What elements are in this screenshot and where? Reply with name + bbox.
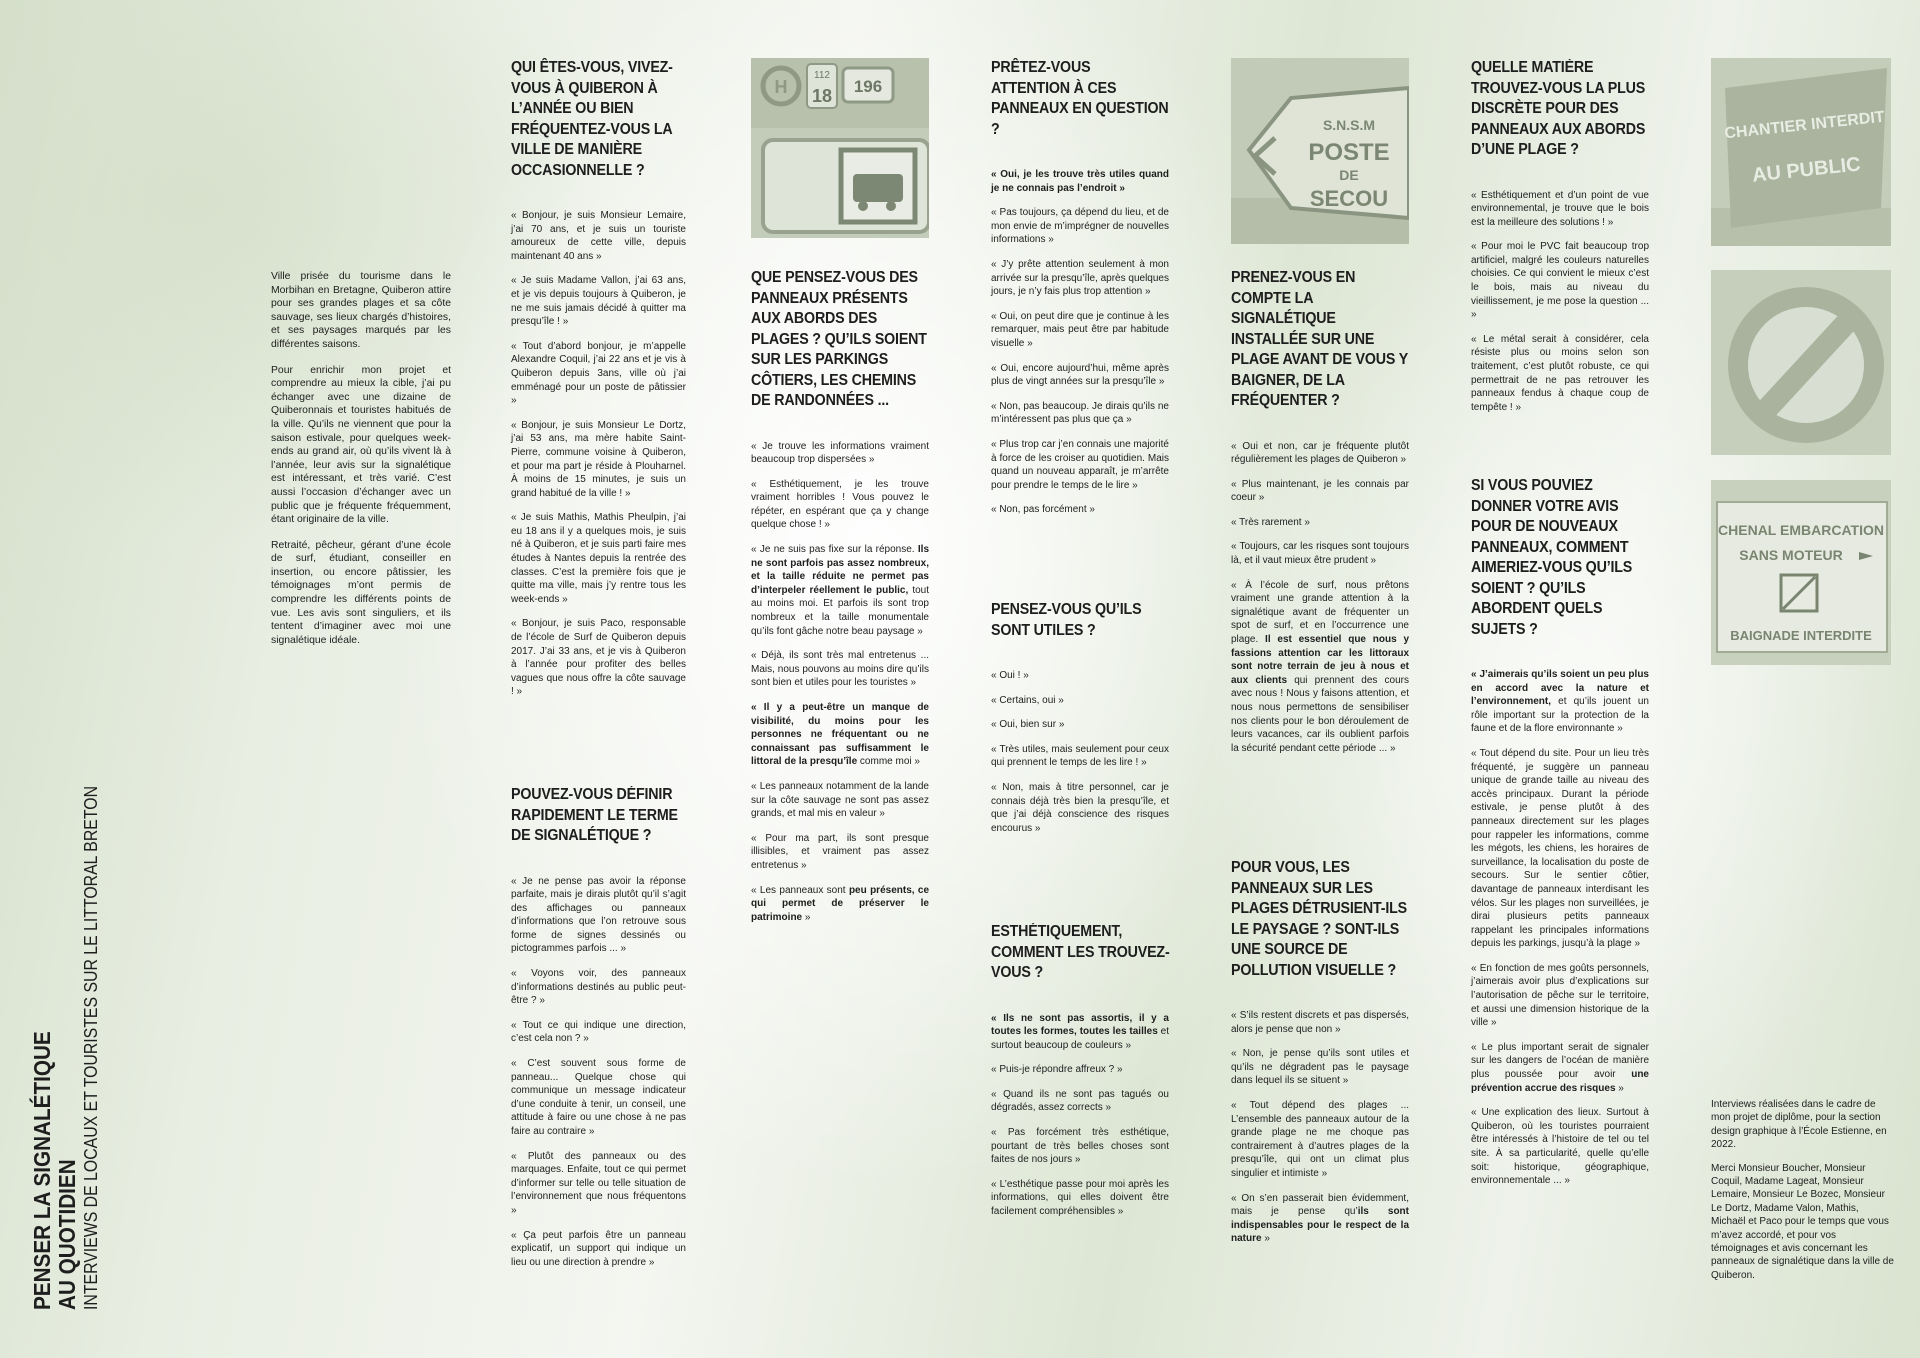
answer: « Quand ils ne sont pas tagués ou dégradés, assez corrects »: [991, 1088, 1169, 1114]
svg-text:DE: DE: [1339, 167, 1359, 183]
answer: « On s’en passerait bien évidemment, mais je pense qu’ils sont indispensables pour le respect de la nature »: [1231, 1192, 1409, 1245]
title-line-1: PENSER LA SIGNALÉTIQUE: [29, 1031, 55, 1310]
answer: « Une explication des lieux. Surtout à Quiberon, où les touristes pourraient être intéressés à l’histoire de tel ou tel site. À sa particularité, quelle qu’elle soit: historique, géographique, environnementale ... »: [1471, 1107, 1649, 1187]
photo-chenal-sign: [1711, 480, 1891, 665]
credits: [1711, 1098, 1895, 1292]
answer: « Plutôt des panneaux ou des marquages. Enfaite, tout ce qui permet d’informer sur telle ou telle situation de l’environnement que nous fréquentons »: [511, 1150, 686, 1216]
column-q2: [511, 785, 686, 1280]
answer: « Je ne suis pas fixe sur la réponse. Ils ne sont parfois pas assez nombreux, et la taille réduite ne permet pas d’interpeler réellement le public, tout au moins moi. Et parfois ils sont trop nombreux et la taille monumentale qu’ils font gâche notre beau paysage »: [751, 544, 930, 637]
answer: « Je suis Mathis, Mathis Pheulpin, j’ai eu 18 ans il y a quelques mois, je suis né à Quiberon, et je suis parti faire mes études à Nantes depuis la rentrée des classes. C’est la première fois que je quitte ma ville, mais j’y rentre tous les week-ends »: [511, 512, 686, 605]
svg-text:CHANTIER INTERDIT: CHANTIER INTERDIT: [1723, 108, 1886, 143]
column-q6: [991, 922, 1169, 1230]
column-q10: [1471, 476, 1649, 1199]
column-q1: [511, 58, 686, 710]
photo-snsm-sign: [1231, 58, 1409, 244]
answer: « Bonjour, je suis Paco, responsable de l’école de Surf de Quiberon depuis 2017. J’ai 33 ans, et je vis à Quiberon à l’année pour profiter des belles vagues que nous offre la côte sauvage ! »: [511, 618, 686, 698]
camping-sign-illustration: [751, 58, 929, 238]
answer: « Oui et non, car je fréquente plutôt régulièrement les plages de Quiberon »: [1231, 440, 1409, 466]
answer: « Esthétiquement, je les trouve vraiment horribles ! Vous pouvez le répéter, en espérant que ça y change quelque chose ! »: [751, 478, 929, 531]
title-line-2: AU QUOTIDIEN: [54, 1159, 80, 1310]
answer: « Je suis Madame Vallon, j’ai 63 ans, et je vis depuis toujours à Quiberon, je ne me suis jamais décidé à quitter ma presqu’île ! »: [511, 275, 686, 328]
answer: « Tout ce qui indique une direction, c’est cela non ? »: [511, 1019, 686, 1045]
answer: « Très utiles, mais seulement pour ceux qui prennent le temps de les lire ! »: [991, 743, 1169, 769]
svg-text:CHENAL EMBARCATION: CHENAL EMBARCATION: [1718, 522, 1884, 538]
intro-text: [271, 270, 451, 659]
answer: « Certains, oui »: [991, 694, 1064, 706]
answer: « Pas forcément très esthétique, pourtant de très belles choses sont faites de nos jours »: [991, 1127, 1169, 1166]
subtitle: INTERVIEWS DE LOCAUX ET TOURISTES SUR LE LITTORAL BRETON: [81, 785, 101, 1310]
question-title: PRENEZ-VOUS EN COMPTE LA SIGNALÉTIQUE INSTALLÉE SUR UNE PLAGE AVANT DE VOUS Y BAIGNER, DE LA FRÉQUENTER ?: [1231, 269, 1408, 409]
answer: « Bonjour, je suis Monsieur Lemaire, j’ai 70 ans, et je suis un touriste amoureux de cette ville, depuis maintenant 40 ans »: [511, 210, 686, 262]
answer: « S’ils restent discrets et pas dispersés, alors je pense que non »: [1231, 1010, 1409, 1035]
credits-paragraph: Interviews réalisées dans le cadre de mon projet de diplôme, pour la section design graphique à l’École Estienne, en 2022.: [1711, 1099, 1887, 1151]
photo-camping-sign: [751, 58, 929, 238]
answer: « Pour ma part, ils sont presque illisibles, et vraiment pas assez entretenus »: [751, 832, 929, 871]
answer: « J’y prête attention seulement à mon arrivée sur la presqu’île, après quelques jours, je n’y fais plus trop attention »: [991, 258, 1169, 298]
column-q7: [1231, 268, 1409, 766]
answer: « Très rarement »: [1231, 516, 1310, 528]
answer: « Pas toujours, ça dépend du lieu, et de mon envie de m’imprégner de nouvelles informations »: [991, 207, 1169, 246]
column-q4: [991, 58, 1169, 528]
answer: « Oui, encore aujourd’hui, même après plus de vingt années sur la presqu’île »: [991, 362, 1169, 388]
answer: « Oui, je les trouve très utiles quand je ne connais pas l’endroit »: [991, 169, 1169, 194]
question-title: POUR VOUS, LES PANNEAUX SUR LES PLAGES DÉTRUSIENT-ILS LE PAYSAGE ? SONT-ILS UNE SOURCE DE POLLUTION VISUELLE ?: [1231, 859, 1407, 979]
no-entry-sign-illustration: [1711, 270, 1891, 455]
svg-text:BAIGNADE INTERDITE: BAIGNADE INTERDITE: [1730, 628, 1872, 643]
column-q3: [751, 268, 929, 935]
answer: « Il y a peut-être un manque de visibilité, du moins pour les personnes ne fréquentant ou ne connaissant pas suffisamment le littoral de la presqu’île comme moi »: [751, 702, 929, 768]
answer: « Déjà, ils sont très mal entretenus ... Mais, nous pouvons au moins dire qu’ils sont bien et utiles pour les touristes »: [751, 650, 929, 689]
answer: « Oui ! »: [991, 670, 1029, 681]
question-title: ESTHÉTIQUEMENT, COMMENT LES TROUVEZ-VOUS ?: [991, 923, 1170, 981]
intro-paragraph: Ville prisée du tourisme dans le Morbihan en Bretagne, Quiberon attire pour ses grandes plages et sa côte sauvage, ses lieux chargés d’histoires, et ses paysages marqués par les différentes saisons.: [271, 271, 451, 350]
answer: « Je ne pense pas avoir la réponse parfaite, mais je dirais plutôt qu’il s’agit des affichages ou panneaux d’informations que l’on retrouve sous forme de signes dessinés ou pictogrammes parfois ... »: [511, 875, 686, 955]
question-title: POUVEZ-VOUS DÉFINIR RAPIDEMENT LE TERME DE SIGNALÉTIQUE ?: [511, 786, 678, 844]
answer: « L’esthétique passe pour moi après les informations, qui elles doivent être facilement compréhensibles »: [991, 1178, 1169, 1218]
intro-paragraph: Pour enrichir mon projet et comprendre au mieux la cible, j’ai pu échanger avec une dizaine de Quiberonnais et touristes habitués de la ville. Qu’ils ne viennent que pour la saison estivale, pour quelques week-ends au grand air, où qu’ils vivent là à l’année, leur avis sur la signalétique est intéressant, et très varié. C’est aussi l’occasion d’échanger avec un public que je fréquente fréquemment, étant originaire de la ville.: [271, 364, 451, 526]
answer: « Ça peut parfois être un panneau explicatif, un support qui indique un lieu ou une direction à prendre »: [511, 1229, 686, 1268]
answer: « Plus trop car j’en connais une majorité à force de les croiser au quotidien. Mais quand un nouveau apparaît, je m’arrête pour prendre le temps de le lire »: [991, 438, 1169, 491]
vertical-title: [30, 610, 102, 1310]
svg-text:18: 18: [811, 86, 833, 106]
answer: « En fonction de mes goûts personnels, j’aimerais avoir plus d’explications sur l’autorisation de pêche sur le territoire, et aussi une dimension historique de la ville »: [1471, 962, 1649, 1029]
answer: « Ils ne sont pas assortis, il y a toutes les formes, toutes les tailles et surtout beaucoup de couleurs »: [991, 1012, 1170, 1051]
answer: « Pour moi le PVC fait beaucoup trop artificiel, malgré les couleurs naturelles choisies. Ce qui convient le mieux c’est le bois, mais au niveau du vieillissement, je me pose la question ... »: [1471, 241, 1649, 321]
svg-text:112: 112: [814, 70, 830, 81]
answer: « Tout dépend du site. Pour un lieu très fréquenté, je suggère un panneau unique de grande taille au niveau des accès principaux. Durant la période estivale, je pense plutôt à des panneaux directement sur les plages pour rappeler les informations, comme les mégots, les chiens, les horaires de surveillance, la localisation du poste de secours. Sur le sentier côtier, davantage de panneaux interdisant les vélos. Sur les plages non surveillées, je dirai plusieurs petits panneaux rappelant les principales informations depuis les parkings, jusqu’à la plage »: [1471, 747, 1649, 950]
photo-no-entry-sign: [1711, 270, 1891, 455]
question-title: PENSEZ-VOUS QU’ILS SONT UTILES ?: [991, 601, 1142, 639]
answer: « J’aimerais qu’ils soient un peu plus en accord avec la nature et l’environnement, et qu’ils jouent un rôle important sur la protection de la faune et de la flore environnante »: [1471, 669, 1649, 735]
answer: « Oui, on peut dire que je continue à les remarquer, mais peut être par habitude visuelle »: [991, 310, 1169, 349]
answer: « Non, pas beaucoup. Je dirais qu’ils ne m’intéressent pas plus que ça »: [991, 400, 1169, 426]
svg-text:196: 196: [853, 77, 883, 96]
svg-text:S.N.S.M: S.N.S.M: [1322, 117, 1376, 133]
snsm-sign-illustration: [1231, 58, 1409, 244]
column-q9: [1471, 58, 1649, 425]
answer: « Esthétiquement et d’un point de vue environnemental, je trouve que le bois est la meilleure des solutions ! »: [1471, 189, 1649, 228]
answer: « Non, je pense qu’ils sont utiles et qu’ils ne dégradent pas le paysage dans lequel ils se situent »: [1231, 1048, 1409, 1087]
answer: « Oui, bien sur »: [991, 719, 1065, 731]
svg-text:POSTE: POSTE: [1308, 139, 1390, 166]
credits-paragraph: Merci Monsieur Boucher, Monsieur Coquil, Madame Lageat, Monsieur Lemaire, Monsieur Le Bozec, Monsieur Le Dortz, Madame Valon, Mathis, Michaël et Paco pour le temps que vous m’avez accordé, et pour vos témoignages et avis concernant les panneaux de signalétique dans la ville de Quiberon.: [1711, 1162, 1894, 1281]
answer: « Tout d’abord bonjour, je m’appelle Alexandre Coquil, j’ai 22 ans et je vis à Quiberon depuis 3ans, ville où j’ai emménagé pour un poste de pâtissier »: [511, 340, 686, 407]
answer: « Puis-je répondre affreux ? »: [991, 1064, 1123, 1076]
answer: « C’est souvent sous forme de panneau... Quelque chose qui communique un message indicateur d’une conduite à tenir, un conseil, une attitude à faire ou une chose à ne pas faire au contraire »: [511, 1058, 686, 1137]
question-title: SI VOUS POUVIEZ DONNER VOTRE AVIS POUR DE NOUVEAUX PANNEAUX, COMMENT AIMERIEZ-VOUS QU’ILS SOIENT ? QU’ILS ABORDENT QUELS SUJETS ?: [1471, 477, 1633, 638]
intro-paragraph: Retraité, pêcheur, gérant d’une école de surf, étudiant, conseiller en insertion, ou encore pâtissier, les témoignages m’ont permis de comprendre les différents points de vue. Les avis sont singuliers, et ils tentent d’imaginer avec moi une signalétique idéale.: [271, 539, 451, 646]
answer: « Le métal serait à considérer, cela résiste plus ou moins selon son traitement, c’est plutôt robuste, ce qui permettrait de ne pas retrouver les panneaux fendus à chaque coup de tempête ! »: [1471, 333, 1649, 413]
answer: « Je trouve les informations vraiment beaucoup trop dispersées »: [751, 440, 929, 466]
question-title: QUE PENSEZ-VOUS DES PANNEAUX PRÉSENTS AUX ABORDS DES PLAGES ? QU’ILS SOIENT SUR LES PARKINGS CÔTIERS, LES CHEMINS DE RANDONNÉES ...: [751, 269, 927, 409]
answer: « Non, mais à titre personnel, car je connais déjà très bien la presqu’île, et que j’ai déjà conscience des risques encourus »: [991, 781, 1169, 834]
answer: « Le plus important serait de signaler sur les dangers de l’océan de manière plus poussée pour avoir une prévention accrue des risques »: [1471, 1041, 1649, 1094]
photo-chantier-sign: [1711, 58, 1891, 246]
answer: « Tout dépend des plages ... L’ensemble des panneaux autour de la grande plage ne me choque pas contrairement à d’autres plages de la presqu’île, qui ont un climat plus singulier et intimiste »: [1231, 1099, 1409, 1179]
answer: « Les panneaux notamment de la lande sur la côte sauvage ne sont pas assez grands, et mal mis en valeur »: [751, 780, 929, 820]
svg-text:SANS MOTEUR: SANS MOTEUR: [1739, 547, 1843, 563]
answer: « Voyons voir, des panneaux d’informations destinés au public peut-être ? »: [511, 968, 686, 1007]
chenal-sign-illustration: [1711, 480, 1891, 665]
column-q5: [991, 600, 1169, 846]
question-title: PRÊTEZ-VOUS ATTENTION À CES PANNEAUX EN QUESTION ?: [991, 59, 1169, 138]
column-q8: [1231, 858, 1409, 1257]
answer: « Bonjour, je suis Monsieur Le Dortz, j’ai 53 ans, ma mère habite Saint-Pierre, commune voisine à Quiberon, et pour ma part je réside à Plouharnel. À moins de 15 minutes, je suis un grand habitué de la ville ! »: [511, 419, 686, 499]
svg-text:AU PUBLIC: AU PUBLIC: [1751, 153, 1862, 187]
answer: « Toujours, car les risques sont toujours là, et il vaut mieux être prudent »: [1231, 541, 1409, 567]
question-title: QUI ÊTES-VOUS, VIVEZ-VOUS À QUIBERON À L’ANNÉE OU BIEN FRÉQUENTEZ-VOUS LA VILLE DE MANIÈRE OCCASIONNELLE ?: [511, 59, 673, 179]
answer: « Non, pas forcément »: [991, 504, 1095, 516]
answer: « À l’école de surf, nous prêtons vraiment une grande attention à la signalétique avant de fréquenter un spot de surf, et en l’occurrence une plage. Il est essentiel que nous y fassions attention car les littoraux sont notre terrain de jeu à nous et aux clients qui prennent des cours avec nous ! Nous y faisons attention, et nous nous permettons de sensibiliser nos clients pour le bon déroulement de leurs vacances, car ils oublient parfois la sécurité pendant cette période ... »: [1231, 579, 1410, 754]
svg-text:H: H: [774, 77, 788, 97]
chantier-sign-illustration: [1711, 58, 1891, 246]
svg-text:SECOU: SECOU: [1309, 186, 1389, 211]
question-title: QUELLE MATIÈRE TROUVEZ-VOUS LA PLUS DISCRÈTE POUR DES PANNEAUX AUX ABORDS D’UNE PLAGE ?: [1471, 59, 1646, 158]
answer: « Les panneaux sont peu présents, ce qui permet de préserver le patrimoine »: [751, 884, 930, 923]
answer: « Plus maintenant, je les connais par coeur »: [1231, 478, 1409, 504]
